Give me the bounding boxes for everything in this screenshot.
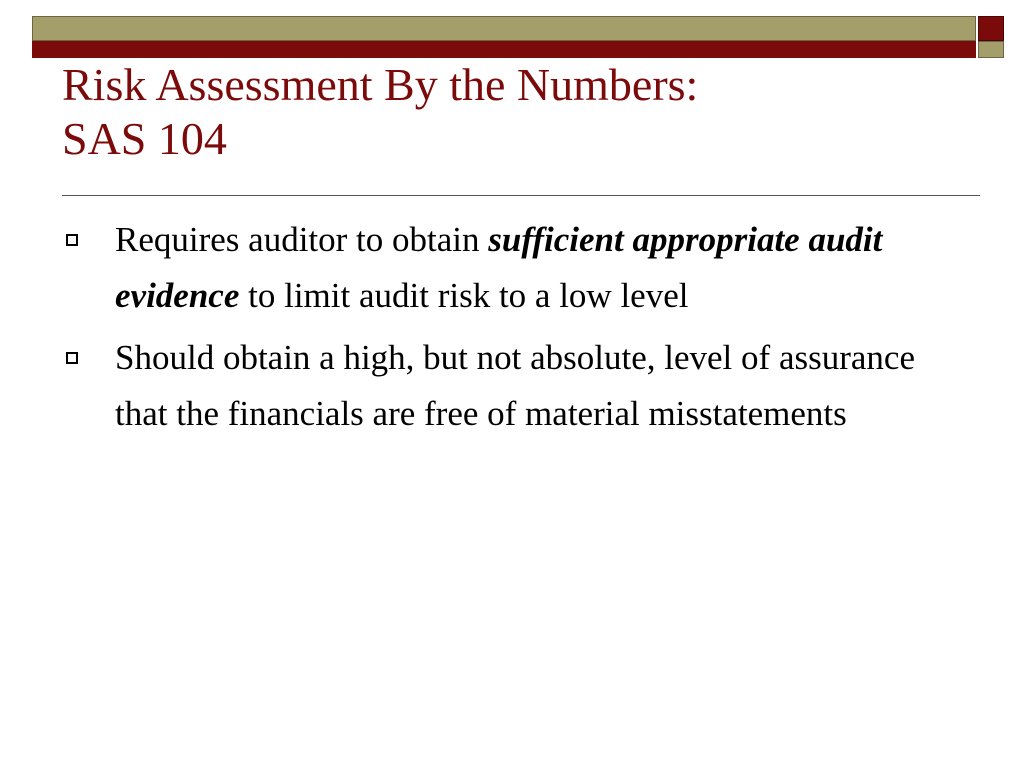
square-bullet-icon <box>66 234 78 246</box>
header-square-red <box>978 16 1004 41</box>
slide-title <box>62 58 962 166</box>
square-bullet-icon <box>66 352 78 364</box>
slide-title-line2: SAS 104 <box>62 113 227 164</box>
bullet-1-text-before: Requires auditor to obtain <box>115 220 489 259</box>
slide-title-line1: Risk Assessment By the Numbers: <box>62 59 699 110</box>
bullet-1-text-after: to limit audit risk to a low level <box>239 276 689 315</box>
bullet-2-text: Should obtain a high, but not absolute, level of assurance that the financials are free of material misstatements <box>115 338 915 433</box>
header-bar-olive <box>32 16 976 41</box>
bullet-list <box>62 212 962 448</box>
title-divider <box>62 195 980 196</box>
header-bar-red <box>32 41 976 58</box>
bullet-item-2 <box>62 330 962 442</box>
bullet-item-1 <box>62 212 962 324</box>
header-square-olive <box>978 41 1004 58</box>
bullet-1-emphasis: sufficient appropriate audit evidence <box>115 220 883 315</box>
